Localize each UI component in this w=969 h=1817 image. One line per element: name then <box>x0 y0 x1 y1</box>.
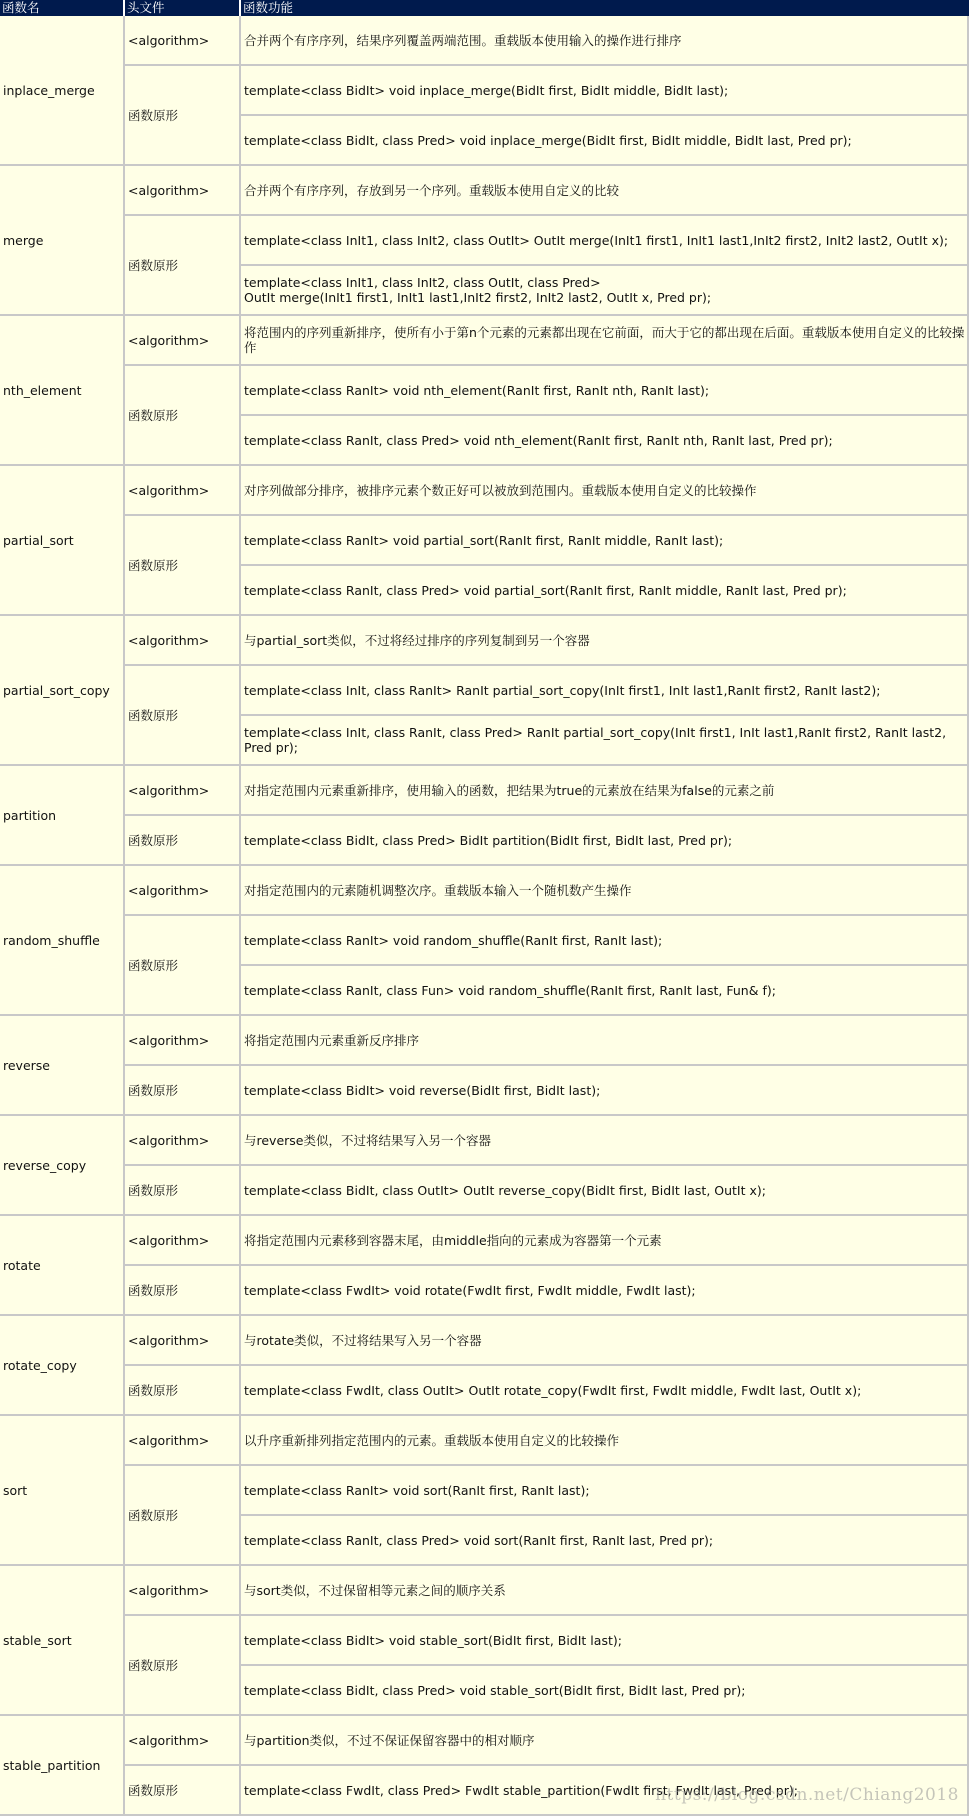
header-file-cell: <algorithm> <box>125 316 241 366</box>
prototype-label-cell: 函数原形 <box>125 366 241 466</box>
function-description-cell: 对指定范围内的元素随机调整次序。重载版本输入一个随机数产生操作 <box>241 866 969 916</box>
table-row <box>0 216 969 266</box>
prototype-cell: template<class BidIt, class Pred> BidIt partition(BidIt first, BidIt last, Pred pr); <box>241 816 969 866</box>
function-name-cell: stable_sort <box>0 1566 125 1716</box>
table-row <box>0 516 969 566</box>
function-name-cell: reverse <box>0 1016 125 1116</box>
table-row <box>0 316 969 366</box>
prototype-cell: template<class RanIt, class Fun> void random_shuffle(RanIt first, RanIt last, Fun& f); <box>241 966 969 1016</box>
function-description-cell: 与partial_sort类似，不过将经过排序的序列复制到另一个容器 <box>241 616 969 666</box>
function-description-cell: 与rotate类似，不过将结果写入另一个容器 <box>241 1316 969 1366</box>
prototype-cell: template<class InIt, class RanIt> RanIt partial_sort_copy(InIt first1, InIt last1,RanIt first2, RanIt last2); <box>241 666 969 716</box>
prototype-label-cell: 函数原形 <box>125 216 241 316</box>
function-name-cell: partition <box>0 766 125 866</box>
header-file-cell: <algorithm> <box>125 866 241 916</box>
function-description-cell: 合并两个有序序列，结果序列覆盖两端范围。重载版本使用输入的操作进行排序 <box>241 16 969 66</box>
table-row <box>0 816 969 866</box>
table-row <box>0 1616 969 1666</box>
function-description-cell: 合并两个有序序列，存放到另一个序列。重载版本使用自定义的比较 <box>241 166 969 216</box>
table-row <box>0 1066 969 1116</box>
header-file-cell: <algorithm> <box>125 16 241 66</box>
prototype-cell: template<class RanIt> void sort(RanIt first, RanIt last); <box>241 1466 969 1516</box>
header-file-cell: <algorithm> <box>125 1566 241 1616</box>
prototype-label-cell: 函数原形 <box>125 1366 241 1416</box>
header-file-cell: <algorithm> <box>125 1716 241 1766</box>
table-row <box>0 466 969 516</box>
function-description-cell: 与sort类似，不过保留相等元素之间的顺序关系 <box>241 1566 969 1616</box>
function-name-cell: merge <box>0 166 125 316</box>
header-file-cell: <algorithm> <box>125 1216 241 1266</box>
table-row <box>0 1016 969 1066</box>
prototype-label-cell: 函数原形 <box>125 1066 241 1116</box>
table-row <box>0 1466 969 1516</box>
function-name-cell: sort <box>0 1416 125 1566</box>
prototype-label-cell: 函数原形 <box>125 1616 241 1716</box>
table-row <box>0 1216 969 1266</box>
header-file-cell: <algorithm> <box>125 466 241 516</box>
table-row <box>0 1316 969 1366</box>
function-name-cell: partial_sort <box>0 466 125 616</box>
prototype-cell: template<class InIt1, class InIt2, class OutIt, class Pred> OutIt merge(InIt1 first1, InIt1 last1,InIt2 first2, InIt2 last2, OutIt x, Pred pr); <box>241 266 969 316</box>
prototype-cell: template<class FwdIt, class Pred> FwdIt stable_partition(FwdIt first, FwdIt last, Pred pr); <box>241 1766 969 1816</box>
table-row <box>0 1766 969 1816</box>
header-file-cell: <algorithm> <box>125 766 241 816</box>
prototype-label-cell: 函数原形 <box>125 816 241 866</box>
header-file-cell: <algorithm> <box>125 1316 241 1366</box>
prototype-label-cell: 函数原形 <box>125 516 241 616</box>
prototype-cell: template<class InIt1, class InIt2, class OutIt> OutIt merge(InIt1 first1, InIt1 last1,InIt2 first2, InIt2 last2, OutIt x); <box>241 216 969 266</box>
prototype-label-cell: 函数原形 <box>125 66 241 166</box>
header-function-name: 函数名 <box>0 0 125 16</box>
prototype-label-cell: 函数原形 <box>125 666 241 766</box>
function-name-cell: stable_partition <box>0 1716 125 1816</box>
function-description-cell: 对指定范围内元素重新排序，使用输入的函数，把结果为true的元素放在结果为false的元素之前 <box>241 766 969 816</box>
prototype-cell: template<class BidIt, class Pred> void stable_sort(BidIt first, BidIt last, Pred pr); <box>241 1666 969 1716</box>
function-description-cell: 将范围内的序列重新排序，使所有小于第n个元素的元素都出现在它前面，而大于它的都出现在后面。重载版本使用自定义的比较操作 <box>241 316 969 366</box>
prototype-cell: template<class FwdIt, class OutIt> OutIt rotate_copy(FwdIt first, FwdIt middle, FwdIt last, OutIt x); <box>241 1366 969 1416</box>
table-row <box>0 366 969 416</box>
prototype-label-cell: 函数原形 <box>125 1766 241 1816</box>
function-name-cell: rotate <box>0 1216 125 1316</box>
table-row <box>0 1266 969 1316</box>
prototype-cell: template<class BidIt> void stable_sort(BidIt first, BidIt last); <box>241 1616 969 1666</box>
table-row <box>0 166 969 216</box>
table-row <box>0 666 969 716</box>
prototype-cell: template<class RanIt, class Pred> void partial_sort(RanIt first, RanIt middle, RanIt last, Pred pr); <box>241 566 969 616</box>
header-file-cell: <algorithm> <box>125 616 241 666</box>
table-row <box>0 16 969 66</box>
table-row <box>0 1716 969 1766</box>
prototype-label-cell: 函数原形 <box>125 1466 241 1566</box>
function-description-cell: 将指定范围内元素移到容器末尾，由middle指向的元素成为容器第一个元素 <box>241 1216 969 1266</box>
header-function-desc: 函数功能 <box>241 0 969 16</box>
table-row <box>0 1416 969 1466</box>
prototype-cell: template<class BidIt, class OutIt> OutIt reverse_copy(BidIt first, BidIt last, OutIt x); <box>241 1166 969 1216</box>
table-row <box>0 1366 969 1416</box>
function-name-cell: nth_element <box>0 316 125 466</box>
table-row <box>0 66 969 116</box>
function-description-cell: 将指定范围内元素重新反序排序 <box>241 1016 969 1066</box>
function-description-cell: 与reverse类似，不过将结果写入另一个容器 <box>241 1116 969 1166</box>
function-name-cell: rotate_copy <box>0 1316 125 1416</box>
function-description-cell: 对序列做部分排序，被排序元素个数正好可以被放到范围内。重载版本使用自定义的比较操作 <box>241 466 969 516</box>
prototype-label-cell: 函数原形 <box>125 1266 241 1316</box>
prototype-cell: template<class BidIt> void inplace_merge(BidIt first, BidIt middle, BidIt last); <box>241 66 969 116</box>
function-name-cell: reverse_copy <box>0 1116 125 1216</box>
prototype-cell: template<class BidIt, class Pred> void inplace_merge(BidIt first, BidIt middle, BidIt last, Pred pr); <box>241 116 969 166</box>
table-row <box>0 616 969 666</box>
function-description-cell: 以升序重新排列指定范围内的元素。重载版本使用自定义的比较操作 <box>241 1416 969 1466</box>
prototype-label-cell: 函数原形 <box>125 916 241 1016</box>
function-name-cell: random_shuffle <box>0 866 125 1016</box>
table-row <box>0 766 969 816</box>
table-row <box>0 866 969 916</box>
prototype-cell: template<class RanIt, class Pred> void sort(RanIt first, RanIt last, Pred pr); <box>241 1516 969 1566</box>
table-body <box>0 16 969 1816</box>
prototype-cell: template<class RanIt> void partial_sort(RanIt first, RanIt middle, RanIt last); <box>241 516 969 566</box>
prototype-cell: template<class BidIt> void reverse(BidIt first, BidIt last); <box>241 1066 969 1116</box>
prototype-cell: template<class FwdIt> void rotate(FwdIt first, FwdIt middle, FwdIt last); <box>241 1266 969 1316</box>
watermark-text: https://blog.csdn.net/Chiang2018 <box>655 1785 959 1805</box>
prototype-cell: template<class RanIt> void random_shuffle(RanIt first, RanIt last); <box>241 916 969 966</box>
table-row <box>0 1566 969 1616</box>
prototype-cell: template<class RanIt> void nth_element(RanIt first, RanIt nth, RanIt last); <box>241 366 969 416</box>
header-header-file: 头文件 <box>125 0 241 16</box>
prototype-cell: template<class InIt, class RanIt, class Pred> RanIt partial_sort_copy(InIt first1, InIt last1,RanIt first2, RanIt last2, Pred pr); <box>241 716 969 766</box>
table-row <box>0 1166 969 1216</box>
prototype-cell: template<class RanIt, class Pred> void nth_element(RanIt first, RanIt nth, RanIt last, Pred pr); <box>241 416 969 466</box>
function-name-cell: partial_sort_copy <box>0 616 125 766</box>
prototype-label-cell: 函数原形 <box>125 1166 241 1216</box>
header-file-cell: <algorithm> <box>125 1416 241 1466</box>
header-file-cell: <algorithm> <box>125 1116 241 1166</box>
function-description-cell: 与partition类似，不过不保证保留容器中的相对顺序 <box>241 1716 969 1766</box>
table-row <box>0 916 969 966</box>
table-row <box>0 1116 969 1166</box>
function-name-cell: inplace_merge <box>0 16 125 166</box>
header-file-cell: <algorithm> <box>125 1016 241 1066</box>
header-file-cell: <algorithm> <box>125 166 241 216</box>
table-header-row <box>0 0 969 16</box>
